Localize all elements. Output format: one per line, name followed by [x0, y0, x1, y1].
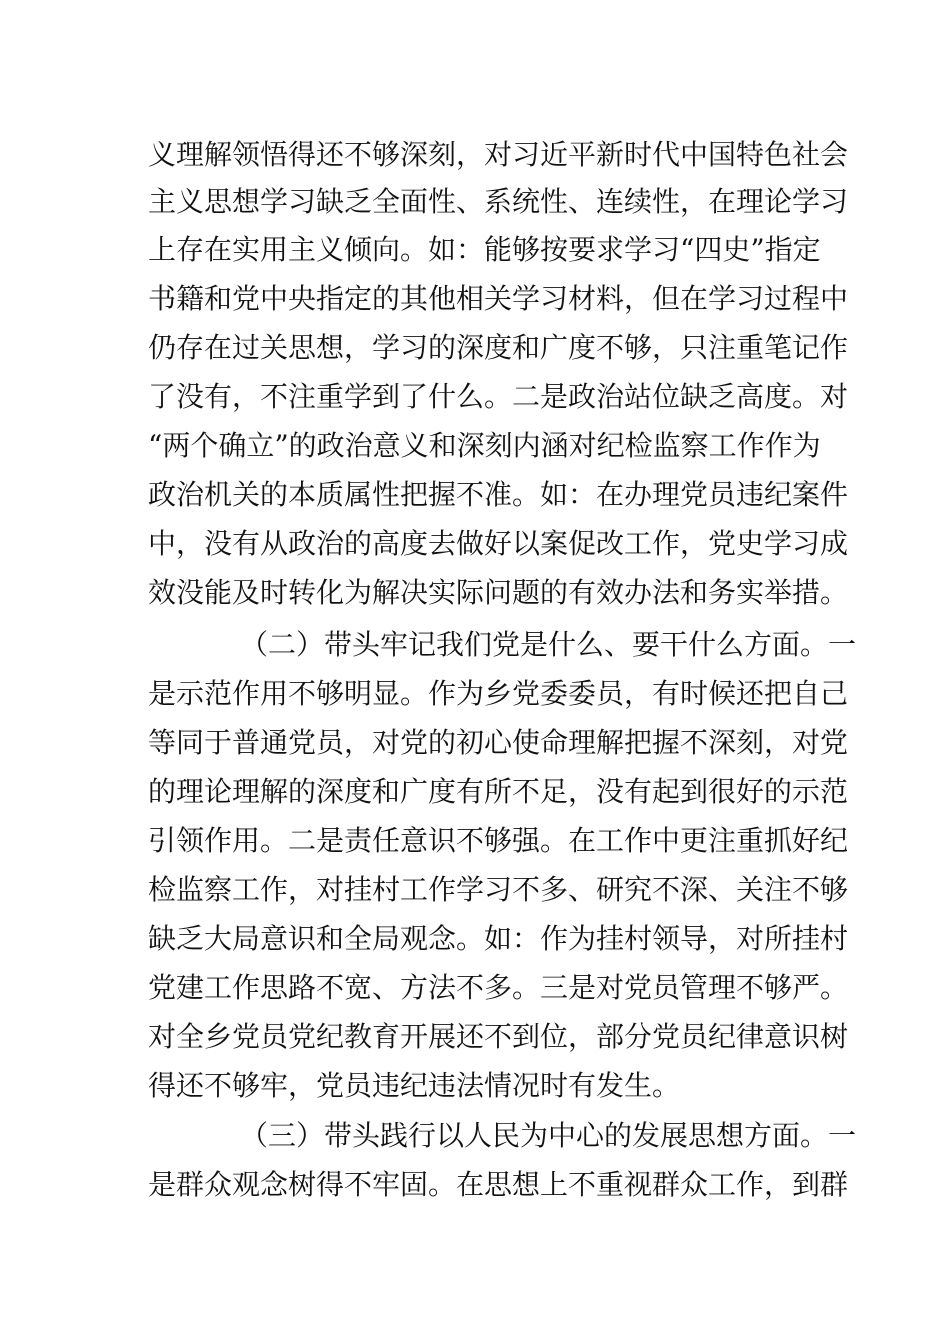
paragraph-line: 得还不够牢，党员违纪违法情况时有发生。 [148, 1069, 681, 1102]
paragraph-line: 政治机关的本质属性把握不准。如：在办理党员违纪案件 [148, 478, 849, 511]
section-heading-line: （三）带头践行以人民为中心的发展思想方面。一 [240, 1119, 857, 1152]
paragraph-line: 仍存在过关思想，学习的深度和广度不够，只注重笔记作 [148, 331, 849, 364]
paragraph-line: “两个确立”的政治意义和深刻内涵对纪检监察工作作为 [148, 429, 821, 462]
paragraph-line: 等同于普通党员，对党的初心使命理解把握不深刻，对党 [148, 726, 849, 759]
paragraph-line: 对全乡党员党纪教育开展还不到位，部分党员纪律意识树 [148, 1020, 849, 1053]
paragraph-line: 是示范作用不够明显。作为乡党委委员，有时候还把自己 [148, 677, 849, 710]
paragraph-line: 主义思想学习缺乏全面性、系统性、连续性，在理论学习 [148, 185, 849, 218]
paragraph-line: 缺乏大局意识和全局观念。如：作为挂村领导，对所挂村 [148, 922, 849, 955]
paragraph-line: 上存在实用主义倾向。如：能够按要求学习“四史”指定 [148, 233, 821, 266]
paragraph-line: 义理解领悟得还不够深刻，对习近平新时代中国特色社会 [148, 138, 849, 171]
paragraph-line: 是群众观念树得不牢固。在思想上不重视群众工作，到群 [148, 1168, 849, 1201]
paragraph-line: 中，没有从政治的高度去做好以案促改工作，党史学习成 [148, 527, 849, 560]
paragraph-line: 的理论理解的深度和广度有所不足，没有起到很好的示范 [148, 775, 849, 808]
paragraph-line: 党建工作思路不宽、方法不多。三是对党员管理不够严。 [148, 971, 849, 1004]
paragraph-line: 检监察工作，对挂村工作学习不多、研究不深、关注不够 [148, 873, 849, 906]
paragraph-line: 效没能及时转化为解决实际问题的有效办法和务实举措。 [148, 576, 849, 609]
paragraph-line: 书籍和党中央指定的其他相关学习材料，但在学习过程中 [148, 282, 849, 315]
paragraph-line: 引领作用。二是责任意识不够强。在工作中更注重抓好纪 [148, 824, 849, 857]
section-heading-line: （二）带头牢记我们党是什么、要干什么方面。一 [240, 628, 857, 661]
paragraph-line: 了没有，不注重学到了什么。二是政治站位缺乏高度。对 [148, 380, 849, 413]
